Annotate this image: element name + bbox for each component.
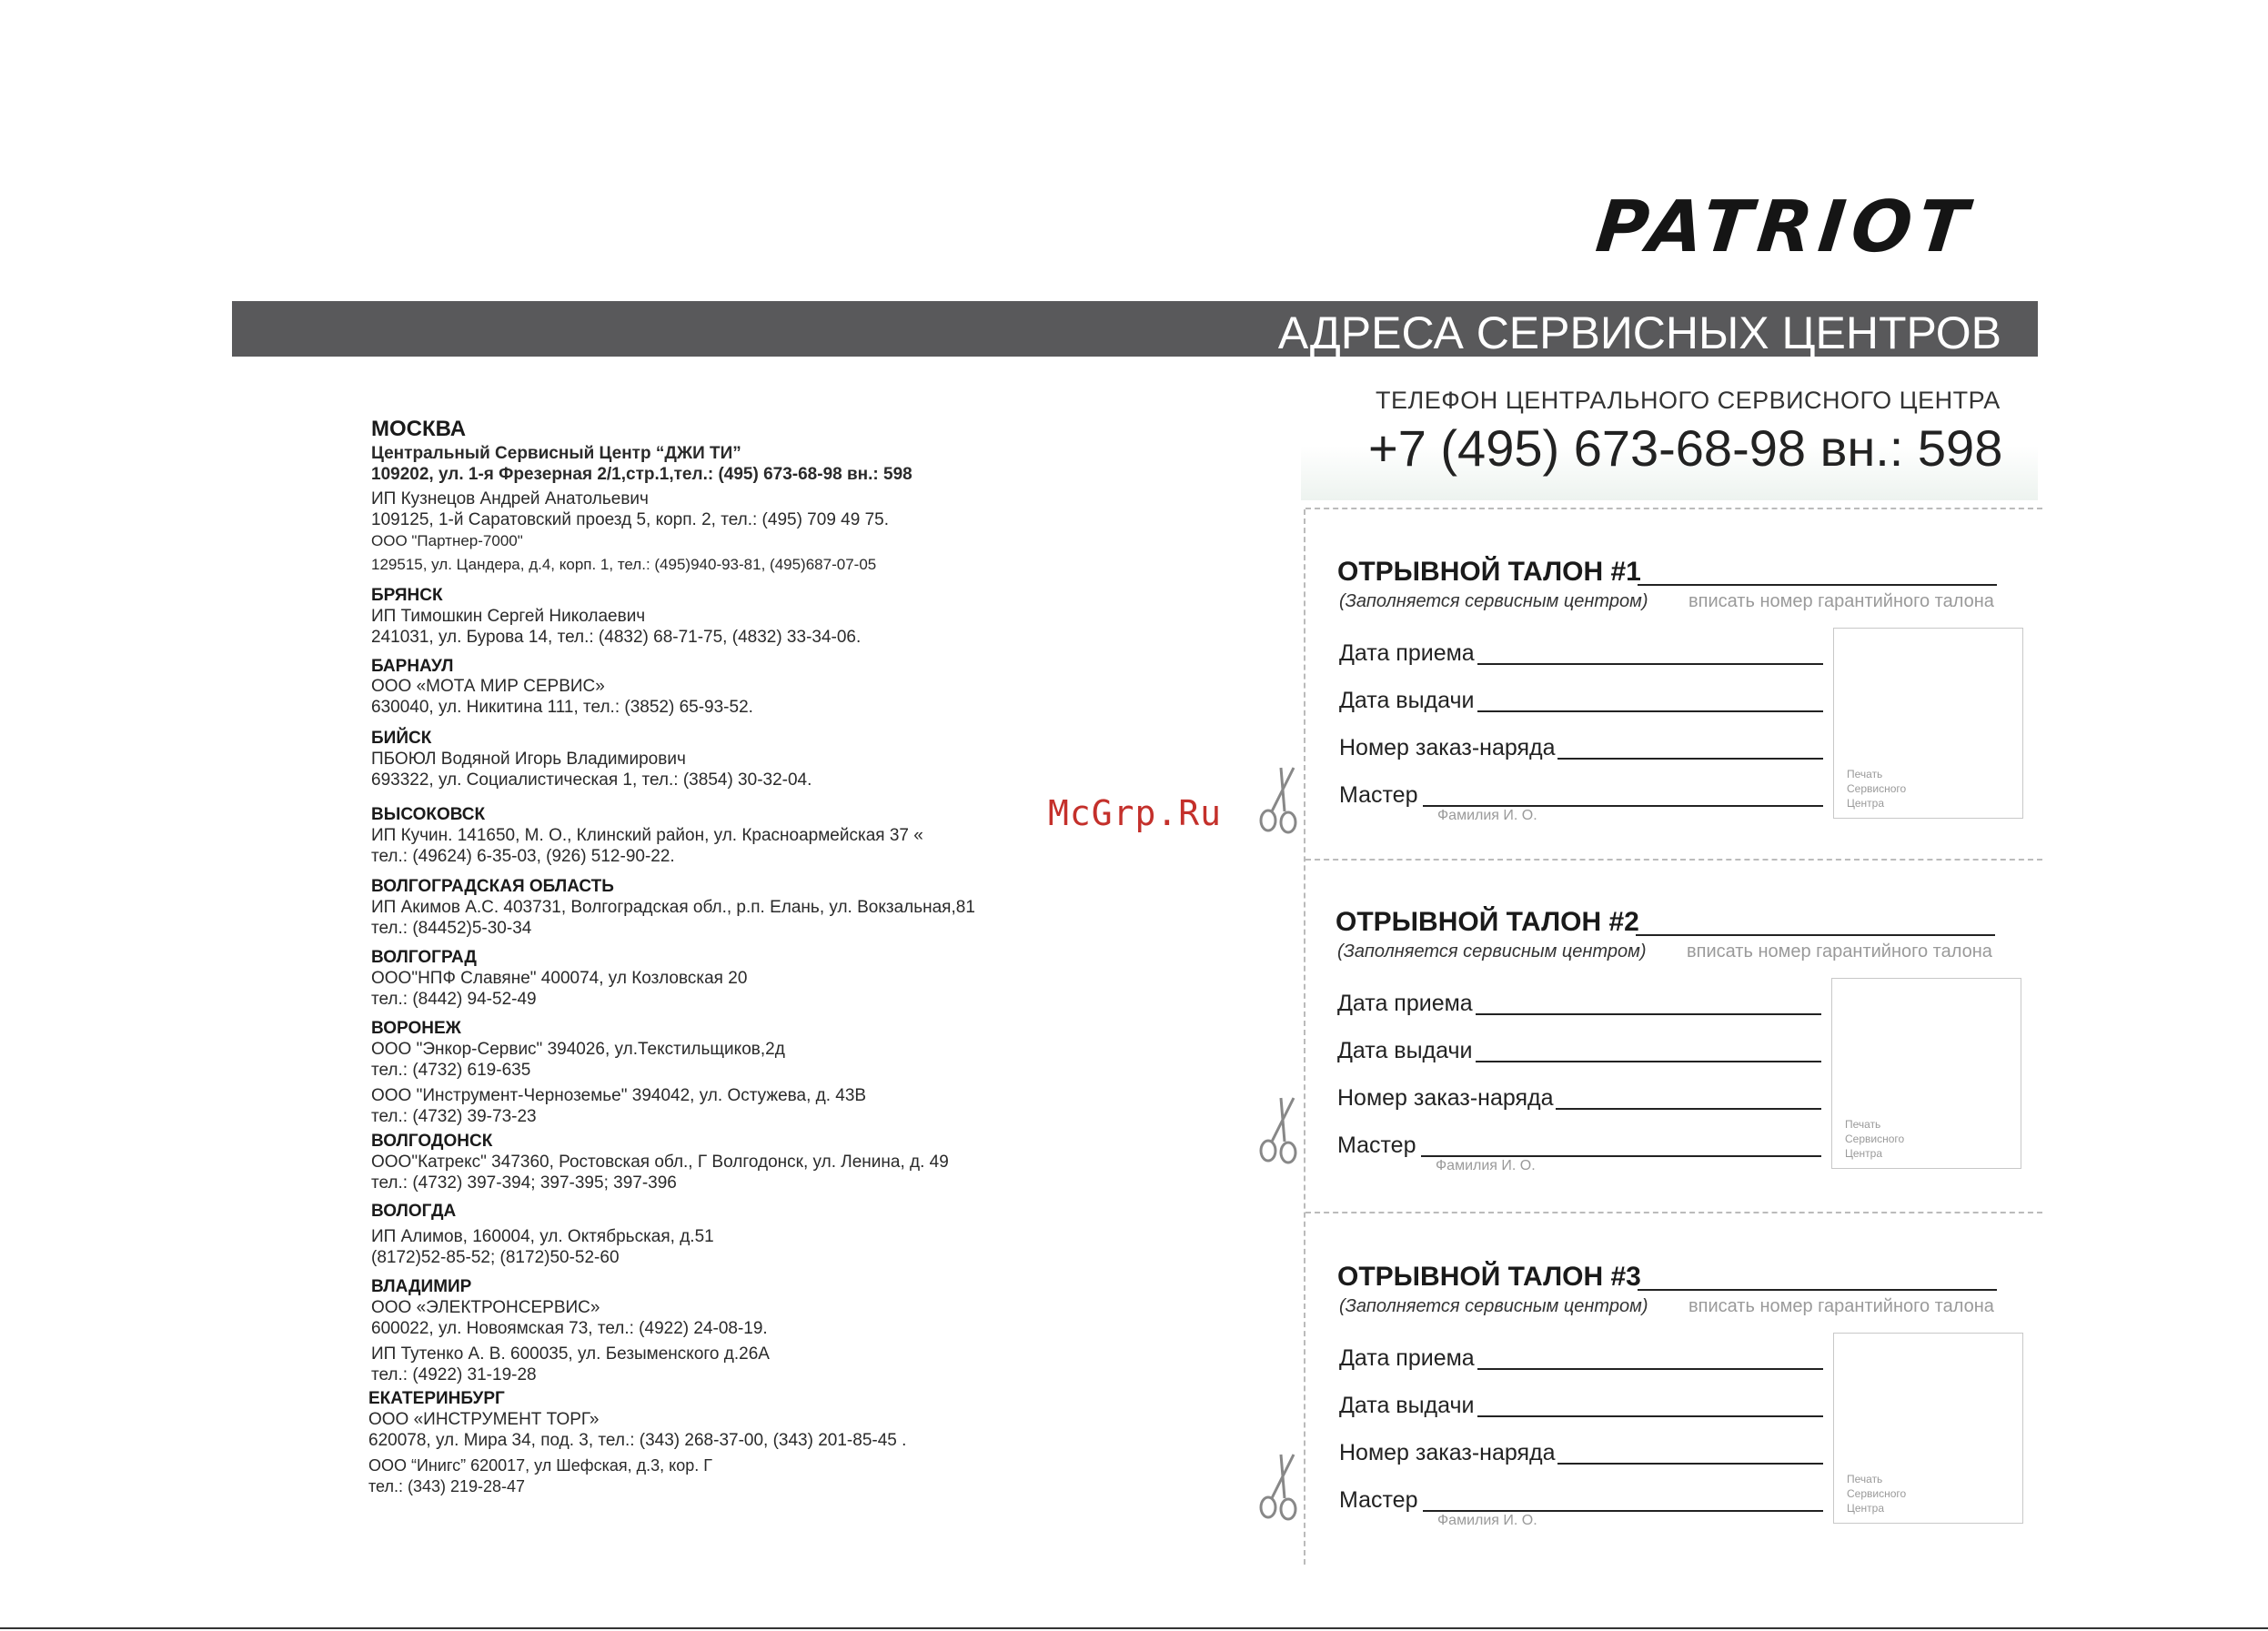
coupon-title: ОТРЫВНОЙ ТАЛОН #1: [1337, 557, 1641, 587]
coupon-hint: вписать номер гарантийного талона: [1687, 941, 1992, 961]
address-line: 620078, ул. Мира 34, под. 3, тел.: (343) 268-37-00, (343) 201-85-45 .: [368, 1431, 907, 1450]
fio-caption: Фамилия И. О.: [1437, 808, 1537, 823]
coupon-title: ОТРЫВНОЙ ТАЛОН #3: [1337, 1262, 1641, 1292]
address-line: 693322, ул. Социалистическая 1, тел.: (3854) 30-32-04.: [371, 770, 812, 790]
address-line: ООО «ИНСТРУМЕНТ ТОРГ»: [368, 1410, 600, 1429]
address-line: ИП Алимов, 160004, ул. Октябрьская, д.51: [371, 1227, 714, 1246]
city-heading: ВОЛГОДОНСК: [371, 1132, 493, 1151]
address-line: 129515, ул. Цандера, д.4, корп. 1, тел.: (495)940-93-81, (495)687-07-05: [371, 556, 877, 573]
watermark: McGrp.Ru: [1048, 793, 1223, 833]
master-line[interactable]: [1423, 1510, 1823, 1512]
stamp-text: Центра: [1847, 1502, 1885, 1515]
address-line: ООО"НПФ Славяне" 400074, ул Козловская 20: [371, 969, 748, 988]
warranty-number-line[interactable]: [1636, 934, 1995, 936]
address-line: 600022, ул. Новоямская 73, тел.: (4922) 24-08-19.: [371, 1319, 768, 1338]
order-label: Номер заказ-наряда: [1339, 735, 1556, 760]
address-line: тел.: (4732) 619-635: [371, 1061, 531, 1080]
address-line: тел.: (49624) 6-35-03, (926) 512-90-22.: [371, 847, 675, 866]
master-label: Мастер: [1339, 782, 1418, 808]
order-label: Номер заказ-наряда: [1337, 1085, 1554, 1111]
coupon-subtitle: (Заполняется сервисным центром): [1337, 941, 1647, 961]
address-line: тел.: (4732) 397-394; 397-395; 397-396: [371, 1173, 677, 1193]
stamp-box: [1833, 628, 2023, 819]
coupon-1: [1337, 557, 2038, 884]
coupon-3: [1337, 1262, 2038, 1589]
master-line[interactable]: [1421, 1155, 1821, 1157]
address-line: ООО «МОТА МИР СЕРВИС»: [371, 677, 605, 696]
cut-line: [1305, 508, 2042, 509]
date-out-label: Дата выдачи: [1339, 688, 1475, 713]
address-line: ИП Кузнецов Андрей Анатольевич: [371, 489, 649, 508]
address-line: 241031, ул. Бурова 14, тел.: (4832) 68-71-75, (4832) 33-34-06.: [371, 628, 862, 647]
order-line[interactable]: [1557, 1463, 1823, 1465]
order-line[interactable]: [1557, 758, 1823, 760]
city-heading: ВОЛГОГРАДСКАЯ ОБЛАСТЬ: [371, 877, 614, 896]
coupon-hint: вписать номер гарантийного талона: [1688, 1296, 1994, 1316]
date-out-line[interactable]: [1477, 710, 1823, 712]
coupon-subtitle: (Заполняется сервисным центром): [1339, 1296, 1648, 1316]
address-line: ООО "Партнер-7000": [371, 532, 523, 549]
address-line: 109125, 1-й Саратовский проезд 5, корп. 2, тел.: (495) 709 49 75.: [371, 510, 889, 529]
scissors-icon: [1255, 766, 1306, 835]
date-in-line[interactable]: [1476, 1013, 1821, 1015]
date-out-line[interactable]: [1476, 1061, 1821, 1062]
city-heading: ВОЛОГДА: [371, 1202, 457, 1221]
city-heading: ВОЛГОГРАД: [371, 948, 477, 967]
address-line: тел.: (343) 219-28-47: [368, 1477, 526, 1495]
order-label: Номер заказ-наряда: [1339, 1440, 1556, 1465]
city-heading: ВЛАДИМИР: [371, 1277, 472, 1296]
address-line: ООО «ЭЛЕКТРОНСЕРВИС»: [371, 1298, 600, 1317]
address-line: ИП Кучин. 141650, М. О., Клинский район, ул. Красноармейская 37 «: [371, 826, 923, 845]
order-line[interactable]: [1556, 1108, 1821, 1110]
address-line: тел.: (84452)5-30-34: [371, 919, 532, 938]
date-out-line[interactable]: [1477, 1415, 1823, 1417]
city-heading: БРЯНСК: [371, 586, 443, 605]
master-line[interactable]: [1423, 805, 1823, 807]
address-line: ООО “Инигс” 620017, ул Шефская, д.3, кор. Г: [368, 1456, 712, 1475]
date-in-label: Дата приема: [1339, 640, 1475, 666]
stamp-box: [1831, 978, 2021, 1169]
address-line: ПБОЮЛ Водяной Игорь Владимирович: [371, 750, 686, 769]
coupon-hint: вписать номер гарантийного талона: [1688, 591, 1994, 611]
date-in-label: Дата приема: [1339, 1345, 1475, 1371]
address-line: тел.: (8442) 94-52-49: [371, 990, 537, 1009]
city-heading: ВЫСОКОВСК: [371, 805, 486, 824]
banner-title: АДРЕСА СЕРВИСНЫХ ЦЕНТРОВ: [1277, 307, 2001, 358]
stamp-text: Печать: [1847, 768, 1883, 780]
address-line: 630040, ул. Никитина 111, тел.: (3852) 65-93-52.: [371, 698, 753, 717]
stamp-text: Печать: [1847, 1473, 1883, 1485]
stamp-box: [1833, 1333, 2023, 1524]
city-heading: БАРНАУЛ: [371, 657, 454, 676]
master-label: Мастер: [1339, 1487, 1418, 1513]
scissors-icon: [1255, 1453, 1306, 1522]
phone-number: +7 (495) 673-68-98 вн.: 598: [1368, 419, 2003, 477]
date-in-line[interactable]: [1477, 1368, 1823, 1370]
title-banner: [232, 301, 2038, 357]
bottom-rule: [0, 1627, 2268, 1629]
stamp-text: Сервисного: [1847, 782, 1907, 795]
address-line: ООО "Энкор-Сервис" 394026, ул.Текстильщиков,2д: [371, 1040, 785, 1059]
city-heading: БИЙСК: [371, 729, 432, 748]
coupon-title: ОТРЫВНОЙ ТАЛОН #2: [1336, 907, 1639, 937]
coupon-subtitle: (Заполняется сервисным центром): [1339, 591, 1648, 611]
address-line: Центральный Сервисный Центр “ДЖИ ТИ”: [371, 444, 741, 463]
patriot-logo: PATRIOT: [1592, 186, 1978, 268]
address-line: ООО"Катрекс" 347360, Ростовская обл., Г Волгодонск, ул. Ленина, д. 49: [371, 1153, 949, 1172]
date-out-label: Дата выдачи: [1337, 1038, 1473, 1063]
address-line: тел.: (4922) 31-19-28: [371, 1365, 537, 1384]
cut-line-vertical: [1304, 509, 1305, 1565]
stamp-text: Сервисного: [1845, 1133, 1905, 1145]
fio-caption: Фамилия И. О.: [1437, 1513, 1537, 1528]
coupon-2: [1336, 907, 2036, 1234]
warranty-number-line[interactable]: [1638, 584, 1997, 586]
city-heading: МОСКВА: [371, 417, 467, 441]
stamp-text: Центра: [1845, 1147, 1883, 1160]
city-heading: ЕКАТЕРИНБУРГ: [368, 1389, 505, 1408]
city-heading: ВОРОНЕЖ: [371, 1019, 461, 1038]
scissors-icon: [1255, 1096, 1306, 1165]
address-line: ИП Акимов А.С. 403731, Волгоградская обл., р.п. Елань, ул. Вокзальная,81: [371, 898, 975, 917]
address-line: ИП Тутенко А. В. 600035, ул. Безыменского д.26А: [371, 1344, 770, 1364]
fio-caption: Фамилия И. О.: [1436, 1158, 1536, 1173]
stamp-text: Сервисного: [1847, 1487, 1907, 1500]
date-in-label: Дата приема: [1337, 991, 1473, 1016]
address-line: тел.: (4732) 39-73-23: [371, 1107, 537, 1126]
address-line: ИП Тимошкин Сергей Николаевич: [371, 607, 646, 626]
date-in-line[interactable]: [1477, 663, 1823, 665]
stamp-text: Центра: [1847, 797, 1885, 810]
date-out-label: Дата выдачи: [1339, 1393, 1475, 1418]
address-line: 109202, ул. 1-я Фрезерная 2/1,стр.1,тел.: (495) 673-68-98 вн.: 598: [371, 465, 912, 484]
master-label: Мастер: [1337, 1133, 1416, 1158]
phone-label: ТЕЛЕФОН ЦЕНТРАЛЬНОГО СЕРВИСНОГО ЦЕНТРА: [1376, 387, 2001, 414]
stamp-text: Печать: [1845, 1118, 1881, 1131]
address-line: ООО "Инструмент-Черноземье" 394042, ул. Остужева, д. 43В: [371, 1086, 867, 1105]
address-line: (8172)52-85-52; (8172)50-52-60: [371, 1248, 620, 1267]
warranty-number-line[interactable]: [1638, 1289, 1997, 1291]
